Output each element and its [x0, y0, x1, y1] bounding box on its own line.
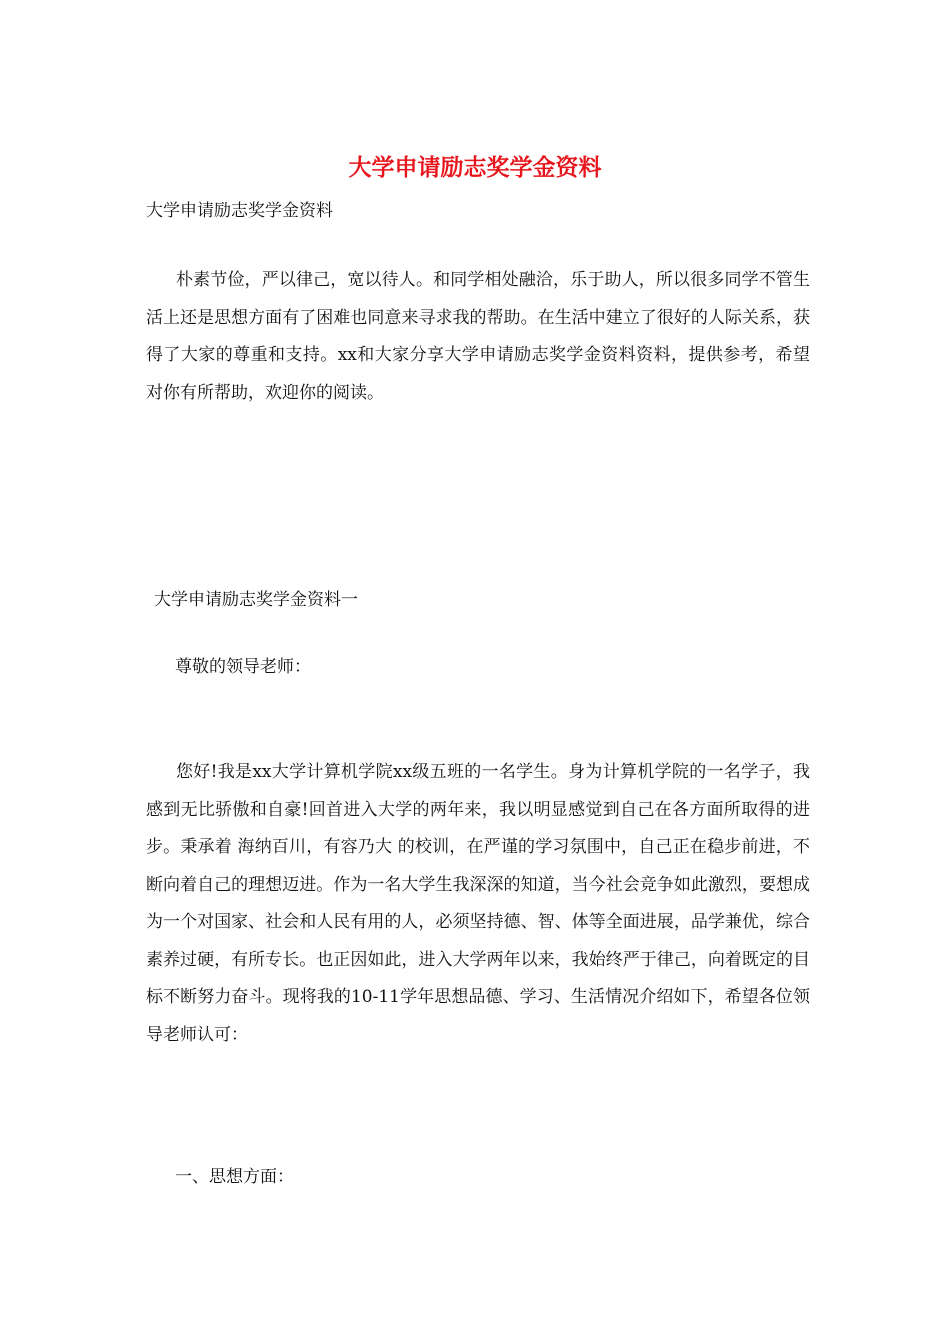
- point-one-heading: 一、思想方面：: [175, 1167, 294, 1187]
- salutation: 尊敬的领导老师：: [175, 657, 311, 677]
- document-subtitle: 大学申请励志奖学金资料: [146, 201, 333, 221]
- document-title: 大学申请励志奖学金资料: [348, 154, 602, 181]
- intro-paragraph: 朴素节俭，严以律己，宽以待人。和同学相处融洽，乐于助人，所以很多同学不管生活上还是思想方面有了困难也同意来寻求我的帮助。在生活中建立了很好的人际关系，获得了大家的尊重和支持。xx和大家分享大学申请励志奖学金资料资料，提供参考，希望对你有所帮助，欢迎你的阅读。: [146, 270, 810, 403]
- section-heading: 大学申请励志奖学金资料一: [154, 590, 358, 610]
- body-paragraph: 您好!我是xx大学计算机学院xx级五班的一名学生。身为计算机学院的一名学子，我感到无比骄傲和自豪!回首进入大学的两年来，我以明显感觉到自己在各方面所取得的进步。秉承着 海纳百川，有容乃大 的校训，在严谨的学习氛围中，自己正在稳步前进，不断向着自己的理想迈进。作为一名大学生我深深的知道，当今社会竞争如此激烈，要想成为一个对国家、社会和人民有用的人，必须坚持德、智、体等全面进展，品学兼优，综合素养过硬，有所专长。也正因如此，进入大学两年以来，我始终严于律己，向着既定的目标不断努力奋斗。现将我的10-11学年思想品德、学习、生活情况介绍如下，希望各位领导老师认可：: [146, 762, 810, 1045]
